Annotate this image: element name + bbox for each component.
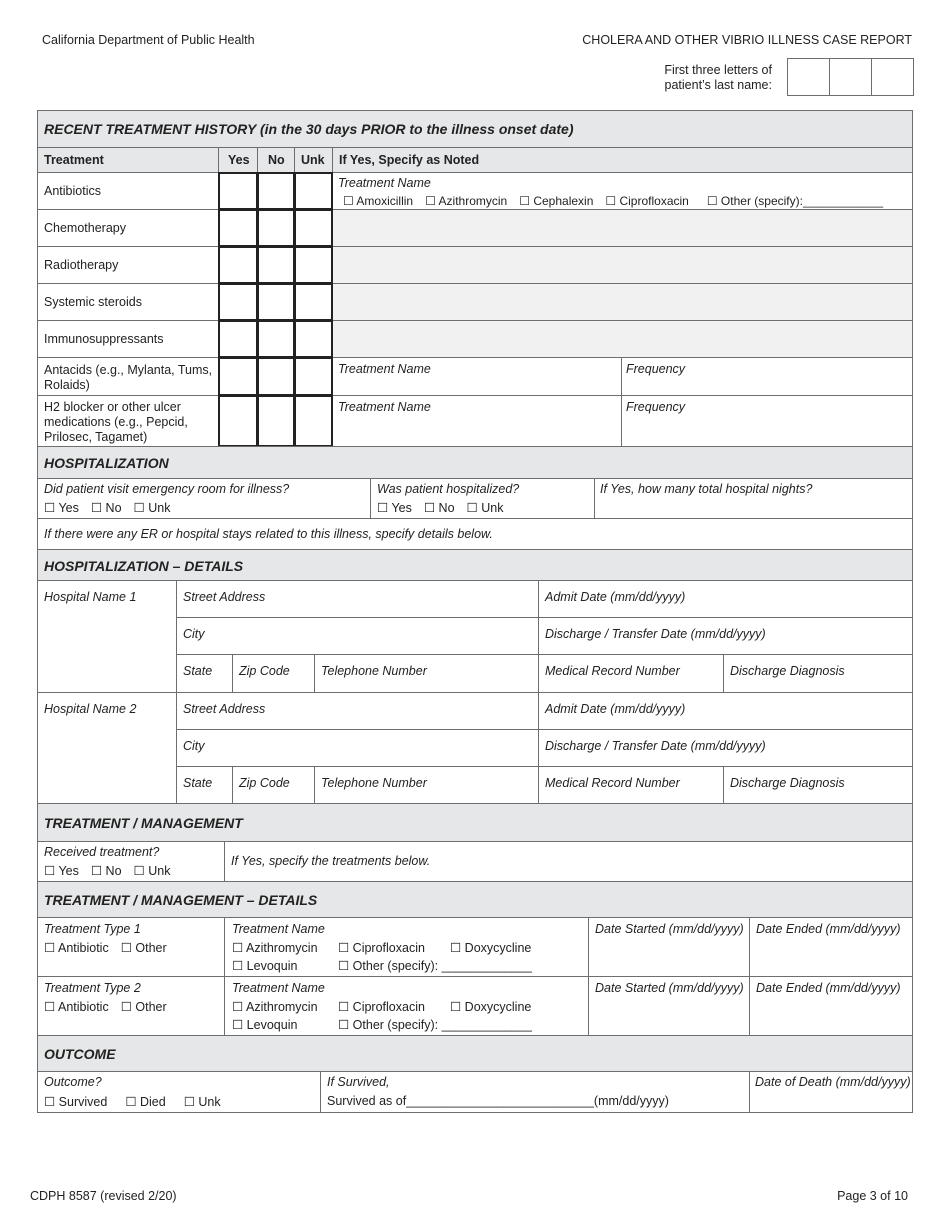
treatment-name-1: Treatment Name ☐ Azithromycin ☐ Ciprofloxacin ☐ Doxycycline ☐ Levoquin ☐ Other (specify): _____________ xyxy=(224,917,589,977)
section-hospitalization: HOSPITALIZATION xyxy=(37,446,913,479)
received-treatment: Received treatment? ☐ Yes ☐ No ☐ Unk xyxy=(37,841,225,882)
hospital-nights[interactable]: If Yes, how many total hospital nights? xyxy=(594,478,913,519)
checkbox-yes[interactable] xyxy=(218,246,258,284)
zip-code[interactable]: Zip Code xyxy=(232,654,315,693)
date-of-death[interactable]: Date of Death (mm/dd/yyyy) xyxy=(749,1071,913,1113)
col-treatment: Treatment xyxy=(37,147,219,173)
col-specify: If Yes, Specify as Noted xyxy=(332,147,913,173)
checkbox-cephalexin[interactable]: ☐ Cephalexin xyxy=(519,194,594,208)
checkbox-no[interactable] xyxy=(257,320,295,358)
checkbox-other-specify[interactable]: ☐ Other (specify): _____________ xyxy=(338,959,532,973)
received-unk[interactable]: ☐ Unk xyxy=(133,864,171,878)
hosp-no[interactable]: ☐ No xyxy=(423,501,455,515)
checkbox-yes[interactable] xyxy=(218,209,258,247)
agency-name: California Department of Public Health xyxy=(42,33,255,47)
antibiotics-specify: Treatment Name ☐ Amoxicillin ☐ Azithromycin ☐ Cephalexin ☐ Ciprofloxacin ☐ Other (specify):____________ xyxy=(332,172,913,210)
checkbox-other[interactable]: ☐ Other (specify):____________ xyxy=(706,194,884,208)
antacids-name: Treatment Name xyxy=(332,357,622,396)
treatment-type-2: Treatment Type 2 ☐ Antibiotic ☐ Other xyxy=(37,976,225,1036)
hosp-yes[interactable]: ☐ Yes xyxy=(377,501,412,515)
row-immunosuppressants: Immunosuppressants xyxy=(37,320,219,358)
er-visit: Did patient visit emergency room for illness? ☐ Yes ☐ No ☐ Unk xyxy=(37,478,371,519)
form-number: CDPH 8587 (revised 2/20) xyxy=(30,1189,177,1203)
last-name-letter-2[interactable] xyxy=(829,58,872,96)
er-unk[interactable]: ☐ Unk xyxy=(133,501,171,515)
checkbox-yes[interactable] xyxy=(218,320,258,358)
h2-frequency: Frequency xyxy=(621,395,913,447)
checkbox-unk[interactable] xyxy=(294,246,333,284)
checkbox-no[interactable] xyxy=(257,395,295,447)
received-specify: If Yes, specify the treatments below. xyxy=(224,841,913,882)
state[interactable]: State xyxy=(176,654,233,693)
checkbox-unk[interactable] xyxy=(294,172,333,210)
last-name-label: First three letters of patient’s last name: xyxy=(664,63,772,92)
row-antibiotics: Antibiotics xyxy=(37,172,219,210)
state[interactable]: State xyxy=(176,766,233,805)
h2-name: Treatment Name xyxy=(332,395,622,447)
city[interactable]: City xyxy=(176,729,539,767)
row-systemic-steroids: Systemic steroids xyxy=(37,283,219,321)
city[interactable]: City xyxy=(176,617,539,655)
steroids-specify xyxy=(332,283,913,321)
checkbox-unk[interactable] xyxy=(294,209,333,247)
zip-code[interactable]: Zip Code xyxy=(232,766,315,805)
checkbox-unk[interactable] xyxy=(294,357,333,396)
checkbox-azithromycin[interactable]: ☐ Azithromycin xyxy=(425,194,508,208)
checkbox-no[interactable] xyxy=(257,357,295,396)
section-treatment-mgmt: TREATMENT / MANAGEMENT xyxy=(37,803,913,842)
checkbox-amoxicillin[interactable]: ☐ Amoxicillin xyxy=(343,194,414,208)
outcome-unk[interactable]: ☐ Unk xyxy=(183,1095,221,1109)
outcome-died[interactable]: ☐ Died xyxy=(125,1095,166,1109)
er-yes[interactable]: ☐ Yes xyxy=(44,501,79,515)
checkbox-doxycycline[interactable]: ☐ Doxycycline xyxy=(450,1000,532,1014)
last-name-letter-3[interactable] xyxy=(871,58,914,96)
section-hosp-details: HOSPITALIZATION – DETAILS xyxy=(37,549,913,581)
hospital-name-1[interactable]: Hospital Name 1 xyxy=(37,580,177,693)
checkbox-yes[interactable] xyxy=(218,172,258,210)
checkbox-yes[interactable] xyxy=(218,395,258,447)
street-address[interactable]: Street Address xyxy=(176,580,539,618)
row-radiotherapy: Radiotherapy xyxy=(37,246,219,284)
last-name-letter-1[interactable] xyxy=(787,58,830,96)
admit-date[interactable]: Admit Date (mm/dd/yyyy) xyxy=(538,580,913,618)
discharge-date[interactable]: Discharge / Transfer Date (mm/dd/yyyy) xyxy=(538,729,913,767)
hosp-unk[interactable]: ☐ Unk xyxy=(466,501,504,515)
checkbox-levoquin[interactable]: ☐ Levoquin xyxy=(232,959,298,973)
street-address[interactable]: Street Address xyxy=(176,692,539,730)
checkbox-doxycycline[interactable]: ☐ Doxycycline xyxy=(450,941,532,955)
hospital-name-2[interactable]: Hospital Name 2 xyxy=(37,692,177,805)
date-ended[interactable]: Date Ended (mm/dd/yyyy) xyxy=(749,917,913,977)
checkbox-yes[interactable] xyxy=(218,357,258,396)
telephone-number[interactable]: Telephone Number xyxy=(314,654,539,693)
section-tm-details: TREATMENT / MANAGEMENT – DETAILS xyxy=(37,881,913,918)
checkbox-other[interactable]: ☐ Other xyxy=(120,941,167,955)
row-antacids: Antacids (e.g., Mylanta, Tums, Rolaids) xyxy=(37,357,219,396)
outcome-question: Outcome? ☐ Survived ☐ Died ☐ Unk xyxy=(37,1071,321,1113)
treatment-type-1: Treatment Type 1 ☐ Antibiotic ☐ Other xyxy=(37,917,225,977)
checkbox-unk[interactable] xyxy=(294,283,333,321)
checkbox-levoquin[interactable]: ☐ Levoquin xyxy=(232,1018,298,1032)
date-ended[interactable]: Date Ended (mm/dd/yyyy) xyxy=(749,976,913,1036)
radiotherapy-specify xyxy=(332,246,913,284)
discharge-diagnosis[interactable]: Discharge Diagnosis xyxy=(723,654,913,693)
report-title: CHOLERA AND OTHER VIBRIO ILLNESS CASE REPORT xyxy=(582,33,912,47)
treatment-name-2: Treatment Name ☐ Azithromycin ☐ Ciprofloxacin ☐ Doxycycline ☐ Levoquin ☐ Other (specify): _____________ xyxy=(224,976,589,1036)
medical-record-number[interactable]: Medical Record Number xyxy=(538,654,724,693)
checkbox-azithromycin[interactable]: ☐ Azithromycin xyxy=(232,941,318,955)
page-number: Page 3 of 10 xyxy=(837,1189,908,1203)
checkbox-antibiotic[interactable]: ☐ Antibiotic xyxy=(44,941,109,955)
checkbox-antibiotic[interactable]: ☐ Antibiotic xyxy=(44,1000,109,1014)
col-unk: Unk xyxy=(294,147,333,173)
checkbox-ciprofloxacin[interactable]: ☐ Ciprofloxacin xyxy=(338,1000,425,1014)
col-no: No xyxy=(257,147,295,173)
checkbox-azithromycin[interactable]: ☐ Azithromycin xyxy=(232,1000,318,1014)
discharge-date[interactable]: Discharge / Transfer Date (mm/dd/yyyy) xyxy=(538,617,913,655)
checkbox-no[interactable] xyxy=(257,246,295,284)
checkbox-ciprofloxacin[interactable]: ☐ Ciprofloxacin xyxy=(605,194,689,208)
checkbox-no[interactable] xyxy=(257,283,295,321)
date-started[interactable]: Date Started (mm/dd/yyyy) xyxy=(588,917,750,977)
outcome-survived[interactable]: ☐ Survived xyxy=(44,1095,108,1109)
section-outcome: OUTCOME xyxy=(37,1035,913,1072)
checkbox-no[interactable] xyxy=(257,209,295,247)
received-no[interactable]: ☐ No xyxy=(90,864,122,878)
checkbox-other[interactable]: ☐ Other xyxy=(120,1000,167,1014)
medical-record-number[interactable]: Medical Record Number xyxy=(538,766,724,805)
checkbox-unk[interactable] xyxy=(294,395,333,447)
admit-date[interactable]: Admit Date (mm/dd/yyyy) xyxy=(538,692,913,730)
hospitalized: Was patient hospitalized? ☐ Yes ☐ No ☐ Unk xyxy=(370,478,595,519)
discharge-diagnosis[interactable]: Discharge Diagnosis xyxy=(723,766,913,805)
chemotherapy-specify xyxy=(332,209,913,247)
checkbox-yes[interactable] xyxy=(218,283,258,321)
checkbox-ciprofloxacin[interactable]: ☐ Ciprofloxacin xyxy=(338,941,425,955)
section-treatment-history: RECENT TREATMENT HISTORY (in the 30 days PRIOR to the illness onset date) xyxy=(37,110,913,148)
row-h2-blocker: H2 blocker or other ulcer medications (e.g., Pepcid, Prilosec, Tagamet) xyxy=(37,395,219,447)
date-started[interactable]: Date Started (mm/dd/yyyy) xyxy=(588,976,750,1036)
received-yes[interactable]: ☐ Yes xyxy=(44,864,79,878)
hospital-note: If there were any ER or hospital stays related to this illness, specify details below. xyxy=(37,518,913,550)
immuno-specify xyxy=(332,320,913,358)
checkbox-unk[interactable] xyxy=(294,320,333,358)
er-no[interactable]: ☐ No xyxy=(90,501,122,515)
antacids-frequency: Frequency xyxy=(621,357,913,396)
checkbox-no[interactable] xyxy=(257,172,295,210)
checkbox-other-specify[interactable]: ☐ Other (specify): _____________ xyxy=(338,1018,532,1032)
row-chemotherapy: Chemotherapy xyxy=(37,209,219,247)
telephone-number[interactable]: Telephone Number xyxy=(314,766,539,805)
survived-as-of[interactable]: If Survived, Survived as of___________________________(mm/dd/yyyy) xyxy=(320,1071,750,1113)
col-yes: Yes xyxy=(218,147,258,173)
